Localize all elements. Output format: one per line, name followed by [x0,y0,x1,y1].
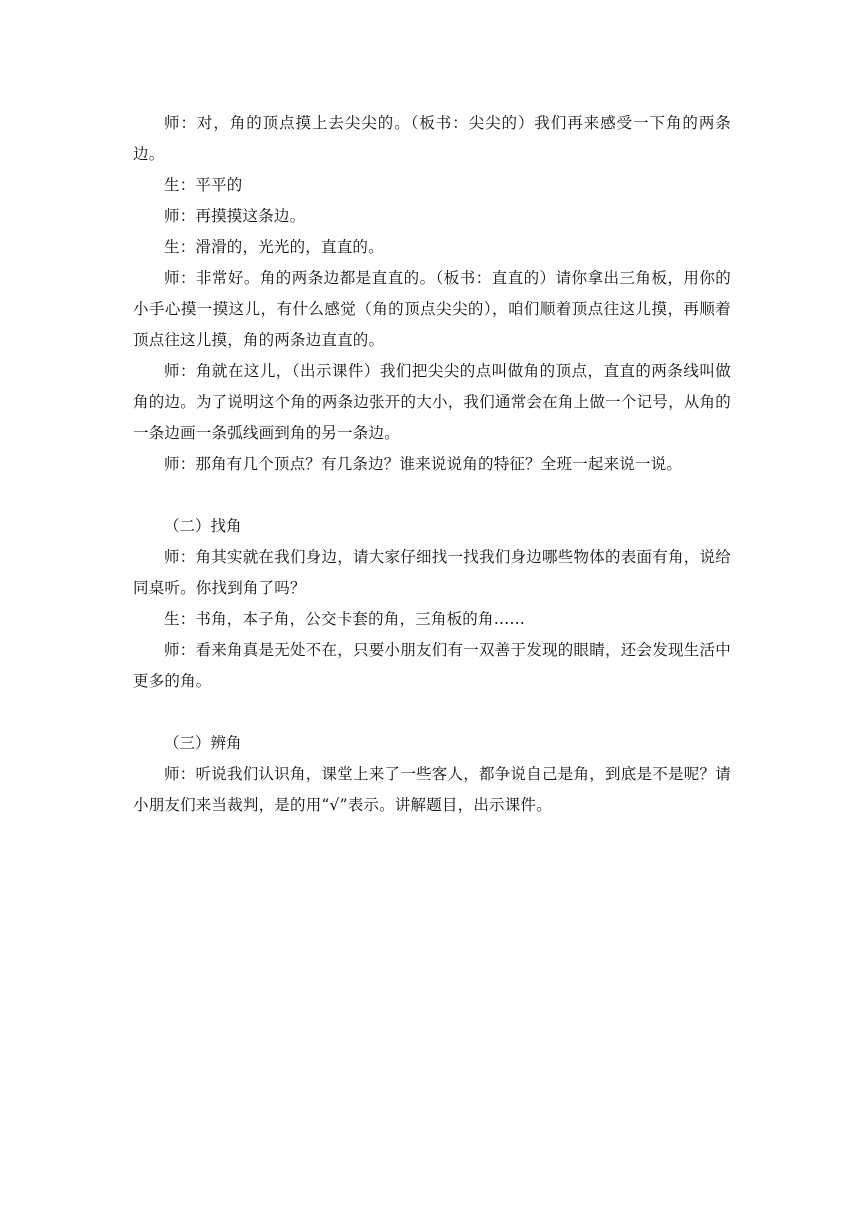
paragraph: 生：书角，本子角，公交卡套的角，三角板的角…… [164,610,526,628]
blank-line [133,697,731,728]
section-heading-identify-angle: （三）辨角 [164,734,242,752]
blank-line [133,480,731,511]
paragraph: 师：非常好。角的两条边都是直直的。（板书：直直的）请你拿出三角板，用你的小手心摸一摸这儿，有什么感觉（角的顶点尖尖的），咱们顺着顶点往这儿摸，再顺着顶点往这儿摸，角的两条边直直的。 [133,269,731,349]
paragraph: 师：听说我们认识角，课堂上来了一些客人，都争说自己是角，到底是不是呢？请小朋友们来当裁判，是的用“√”表示。讲解题目，出示课件。 [133,765,731,814]
paragraph: 师：那角有几个顶点？有几条边？谁来说说角的特征？全班一起来说一说。 [164,455,683,473]
document-body [133,108,731,821]
paragraph: 师：角其实就在我们身边，请大家仔细找一找我们身边哪些物体的表面有角，说给同桌听。你找到角了吗？ [133,548,731,597]
paragraph: 师：再摸摸这条边。 [164,207,306,225]
paragraph: 生：平平的 [164,176,243,194]
paragraph: 师：角就在这儿，（出示课件）我们把尖尖的点叫做角的顶点，直直的两条线叫做角的边。为了说明这个角的两条边张开的大小，我们通常会在角上做一个记号，从角的一条边画一条弧线画到角的另一条边。 [133,362,731,442]
paragraph: 师：看来角真是无处不在，只要小朋友们有一双善于发现的眼睛，还会发现生活中更多的角。 [133,641,731,690]
section-heading-find-angle: （二）找角 [164,517,242,535]
paragraph: 生：滑滑的，光光的，直直的。 [164,238,384,256]
paragraph: 师：对，角的顶点摸上去尖尖的。（板书：尖尖的）我们再来感受一下角的两条边。 [133,114,731,163]
